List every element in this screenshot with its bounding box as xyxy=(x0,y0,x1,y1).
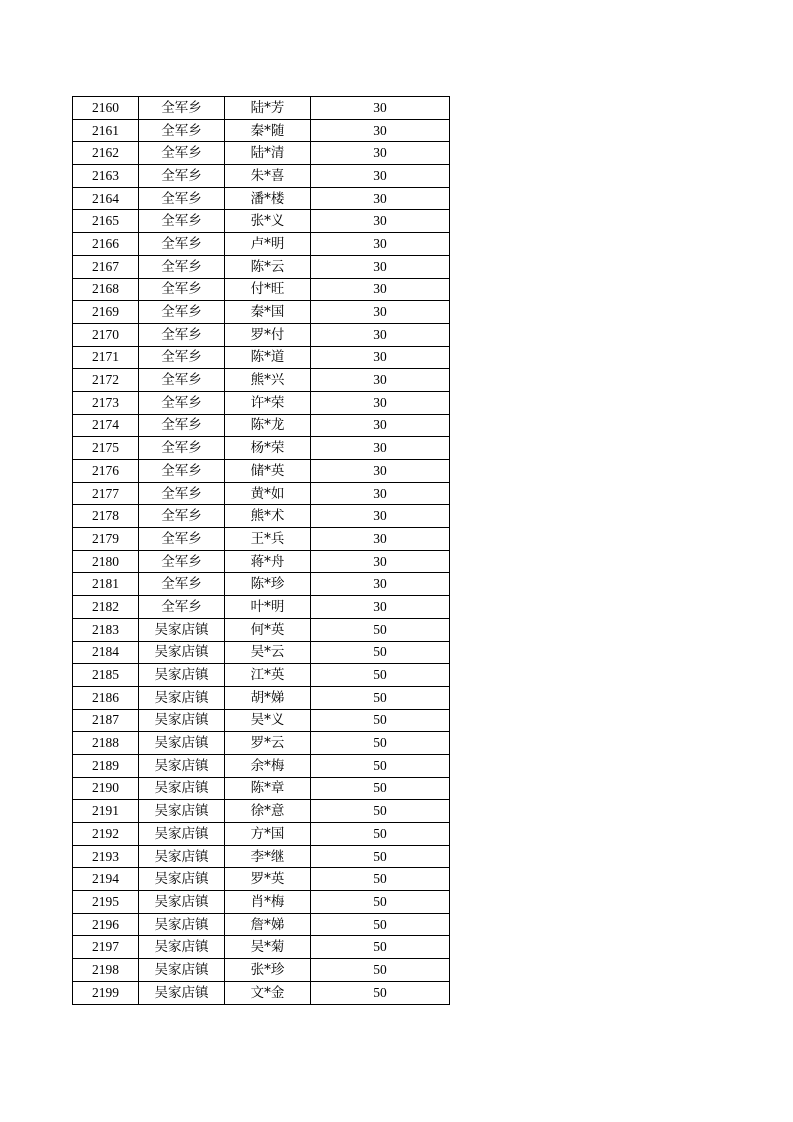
table-row xyxy=(73,437,450,460)
township-cell: 全军乡 xyxy=(139,528,225,551)
serial-number-cell: 2172 xyxy=(73,369,139,392)
table-row xyxy=(73,505,450,528)
name-cell: 李*继 xyxy=(225,845,311,868)
table-row xyxy=(73,573,450,596)
name-cell: 陆*清 xyxy=(225,142,311,165)
serial-number-cell: 2197 xyxy=(73,936,139,959)
serial-number-cell: 2161 xyxy=(73,119,139,142)
name-cell: 方*国 xyxy=(225,823,311,846)
name-cell: 陈*珍 xyxy=(225,573,311,596)
name-cell: 余*梅 xyxy=(225,754,311,777)
table-row xyxy=(73,301,450,324)
serial-number-cell: 2170 xyxy=(73,323,139,346)
amount-cell: 30 xyxy=(311,505,450,528)
serial-number-cell: 2179 xyxy=(73,528,139,551)
township-cell: 吴家店镇 xyxy=(139,754,225,777)
table-row xyxy=(73,732,450,755)
table-row xyxy=(73,528,450,551)
roster-table-body xyxy=(73,97,450,1005)
name-cell: 何*英 xyxy=(225,618,311,641)
township-cell: 全军乡 xyxy=(139,165,225,188)
amount-cell: 50 xyxy=(311,641,450,664)
township-cell: 全军乡 xyxy=(139,482,225,505)
township-cell: 全军乡 xyxy=(139,142,225,165)
township-cell: 全军乡 xyxy=(139,550,225,573)
serial-number-cell: 2198 xyxy=(73,959,139,982)
serial-number-cell: 2192 xyxy=(73,823,139,846)
serial-number-cell: 2196 xyxy=(73,913,139,936)
serial-number-cell: 2185 xyxy=(73,664,139,687)
serial-number-cell: 2177 xyxy=(73,482,139,505)
serial-number-cell: 2194 xyxy=(73,868,139,891)
table-row xyxy=(73,664,450,687)
amount-cell: 30 xyxy=(311,573,450,596)
serial-number-cell: 2167 xyxy=(73,255,139,278)
amount-cell: 30 xyxy=(311,528,450,551)
serial-number-cell: 2199 xyxy=(73,981,139,1004)
name-cell: 叶*明 xyxy=(225,596,311,619)
serial-number-cell: 2191 xyxy=(73,800,139,823)
name-cell: 吴*菊 xyxy=(225,936,311,959)
name-cell: 肖*梅 xyxy=(225,891,311,914)
table-row xyxy=(73,777,450,800)
amount-cell: 50 xyxy=(311,664,450,687)
township-cell: 全军乡 xyxy=(139,187,225,210)
township-cell: 全军乡 xyxy=(139,323,225,346)
name-cell: 蒋*舟 xyxy=(225,550,311,573)
table-row xyxy=(73,981,450,1004)
table-row xyxy=(73,686,450,709)
township-cell: 全军乡 xyxy=(139,414,225,437)
table-row xyxy=(73,913,450,936)
name-cell: 王*兵 xyxy=(225,528,311,551)
township-cell: 吴家店镇 xyxy=(139,709,225,732)
table-row xyxy=(73,868,450,891)
amount-cell: 50 xyxy=(311,732,450,755)
name-cell: 熊*术 xyxy=(225,505,311,528)
name-cell: 陈*云 xyxy=(225,255,311,278)
amount-cell: 50 xyxy=(311,709,450,732)
table-row xyxy=(73,391,450,414)
amount-cell: 30 xyxy=(311,97,450,120)
name-cell: 胡*娣 xyxy=(225,686,311,709)
table-row xyxy=(73,210,450,233)
name-cell: 吴*云 xyxy=(225,641,311,664)
amount-cell: 30 xyxy=(311,278,450,301)
serial-number-cell: 2175 xyxy=(73,437,139,460)
township-cell: 全军乡 xyxy=(139,460,225,483)
name-cell: 罗*云 xyxy=(225,732,311,755)
table-row xyxy=(73,165,450,188)
township-cell: 吴家店镇 xyxy=(139,664,225,687)
serial-number-cell: 2184 xyxy=(73,641,139,664)
amount-cell: 30 xyxy=(311,391,450,414)
serial-number-cell: 2164 xyxy=(73,187,139,210)
serial-number-cell: 2189 xyxy=(73,754,139,777)
amount-cell: 50 xyxy=(311,868,450,891)
table-row xyxy=(73,891,450,914)
amount-cell: 30 xyxy=(311,323,450,346)
name-cell: 陈*道 xyxy=(225,346,311,369)
name-cell: 储*英 xyxy=(225,460,311,483)
table-row xyxy=(73,641,450,664)
amount-cell: 50 xyxy=(311,618,450,641)
amount-cell: 30 xyxy=(311,233,450,256)
name-cell: 陈*龙 xyxy=(225,414,311,437)
table-row xyxy=(73,97,450,120)
township-cell: 全军乡 xyxy=(139,301,225,324)
township-cell: 吴家店镇 xyxy=(139,845,225,868)
table-row xyxy=(73,754,450,777)
township-cell: 吴家店镇 xyxy=(139,891,225,914)
name-cell: 许*荣 xyxy=(225,391,311,414)
serial-number-cell: 2180 xyxy=(73,550,139,573)
amount-cell: 30 xyxy=(311,346,450,369)
serial-number-cell: 2186 xyxy=(73,686,139,709)
name-cell: 罗*英 xyxy=(225,868,311,891)
serial-number-cell: 2176 xyxy=(73,460,139,483)
name-cell: 江*英 xyxy=(225,664,311,687)
amount-cell: 30 xyxy=(311,210,450,233)
table-row xyxy=(73,482,450,505)
name-cell: 徐*意 xyxy=(225,800,311,823)
name-cell: 陈*章 xyxy=(225,777,311,800)
amount-cell: 50 xyxy=(311,981,450,1004)
name-cell: 黄*如 xyxy=(225,482,311,505)
amount-cell: 50 xyxy=(311,891,450,914)
amount-cell: 50 xyxy=(311,959,450,982)
amount-cell: 50 xyxy=(311,913,450,936)
table-row xyxy=(73,460,450,483)
township-cell: 全军乡 xyxy=(139,278,225,301)
township-cell: 吴家店镇 xyxy=(139,823,225,846)
serial-number-cell: 2188 xyxy=(73,732,139,755)
township-cell: 全军乡 xyxy=(139,437,225,460)
township-cell: 全军乡 xyxy=(139,596,225,619)
serial-number-cell: 2182 xyxy=(73,596,139,619)
township-cell: 吴家店镇 xyxy=(139,618,225,641)
serial-number-cell: 2195 xyxy=(73,891,139,914)
serial-number-cell: 2174 xyxy=(73,414,139,437)
table-row xyxy=(73,142,450,165)
name-cell: 文*金 xyxy=(225,981,311,1004)
amount-cell: 30 xyxy=(311,414,450,437)
serial-number-cell: 2183 xyxy=(73,618,139,641)
serial-number-cell: 2187 xyxy=(73,709,139,732)
serial-number-cell: 2163 xyxy=(73,165,139,188)
amount-cell: 50 xyxy=(311,845,450,868)
serial-number-cell: 2165 xyxy=(73,210,139,233)
roster-table xyxy=(72,96,450,1005)
table-row xyxy=(73,255,450,278)
name-cell: 杨*荣 xyxy=(225,437,311,460)
serial-number-cell: 2166 xyxy=(73,233,139,256)
table-row xyxy=(73,800,450,823)
serial-number-cell: 2173 xyxy=(73,391,139,414)
table-row xyxy=(73,278,450,301)
amount-cell: 50 xyxy=(311,754,450,777)
table-row xyxy=(73,596,450,619)
township-cell: 吴家店镇 xyxy=(139,777,225,800)
table-row xyxy=(73,845,450,868)
amount-cell: 30 xyxy=(311,187,450,210)
name-cell: 陆*芳 xyxy=(225,97,311,120)
name-cell: 秦*随 xyxy=(225,119,311,142)
serial-number-cell: 2160 xyxy=(73,97,139,120)
amount-cell: 30 xyxy=(311,437,450,460)
table-row xyxy=(73,369,450,392)
township-cell: 吴家店镇 xyxy=(139,800,225,823)
amount-cell: 30 xyxy=(311,550,450,573)
table-row xyxy=(73,119,450,142)
name-cell: 卢*明 xyxy=(225,233,311,256)
township-cell: 吴家店镇 xyxy=(139,732,225,755)
township-cell: 全军乡 xyxy=(139,573,225,596)
amount-cell: 30 xyxy=(311,482,450,505)
amount-cell: 30 xyxy=(311,142,450,165)
township-cell: 全军乡 xyxy=(139,369,225,392)
township-cell: 吴家店镇 xyxy=(139,936,225,959)
name-cell: 罗*付 xyxy=(225,323,311,346)
name-cell: 吴*义 xyxy=(225,709,311,732)
amount-cell: 50 xyxy=(311,936,450,959)
township-cell: 吴家店镇 xyxy=(139,981,225,1004)
serial-number-cell: 2178 xyxy=(73,505,139,528)
table-row xyxy=(73,959,450,982)
table-row xyxy=(73,187,450,210)
township-cell: 吴家店镇 xyxy=(139,641,225,664)
township-cell: 全军乡 xyxy=(139,255,225,278)
serial-number-cell: 2162 xyxy=(73,142,139,165)
amount-cell: 30 xyxy=(311,119,450,142)
table-row xyxy=(73,618,450,641)
table-row xyxy=(73,233,450,256)
township-cell: 吴家店镇 xyxy=(139,959,225,982)
amount-cell: 30 xyxy=(311,369,450,392)
township-cell: 全军乡 xyxy=(139,119,225,142)
serial-number-cell: 2168 xyxy=(73,278,139,301)
name-cell: 熊*兴 xyxy=(225,369,311,392)
table-row xyxy=(73,414,450,437)
amount-cell: 50 xyxy=(311,823,450,846)
amount-cell: 50 xyxy=(311,777,450,800)
township-cell: 全军乡 xyxy=(139,97,225,120)
amount-cell: 50 xyxy=(311,686,450,709)
township-cell: 吴家店镇 xyxy=(139,686,225,709)
amount-cell: 30 xyxy=(311,255,450,278)
township-cell: 全军乡 xyxy=(139,210,225,233)
table-row xyxy=(73,709,450,732)
township-cell: 全军乡 xyxy=(139,233,225,256)
name-cell: 张*义 xyxy=(225,210,311,233)
serial-number-cell: 2169 xyxy=(73,301,139,324)
amount-cell: 50 xyxy=(311,800,450,823)
name-cell: 张*珍 xyxy=(225,959,311,982)
amount-cell: 30 xyxy=(311,301,450,324)
serial-number-cell: 2193 xyxy=(73,845,139,868)
serial-number-cell: 2181 xyxy=(73,573,139,596)
serial-number-cell: 2171 xyxy=(73,346,139,369)
serial-number-cell: 2190 xyxy=(73,777,139,800)
name-cell: 詹*娣 xyxy=(225,913,311,936)
table-row xyxy=(73,323,450,346)
amount-cell: 30 xyxy=(311,460,450,483)
table-row xyxy=(73,823,450,846)
table-row xyxy=(73,936,450,959)
township-cell: 吴家店镇 xyxy=(139,868,225,891)
name-cell: 朱*喜 xyxy=(225,165,311,188)
township-cell: 全军乡 xyxy=(139,391,225,414)
name-cell: 潘*楼 xyxy=(225,187,311,210)
township-cell: 全军乡 xyxy=(139,346,225,369)
name-cell: 付*旺 xyxy=(225,278,311,301)
table-row xyxy=(73,346,450,369)
amount-cell: 30 xyxy=(311,165,450,188)
name-cell: 秦*国 xyxy=(225,301,311,324)
table-row xyxy=(73,550,450,573)
amount-cell: 30 xyxy=(311,596,450,619)
township-cell: 吴家店镇 xyxy=(139,913,225,936)
township-cell: 全军乡 xyxy=(139,505,225,528)
